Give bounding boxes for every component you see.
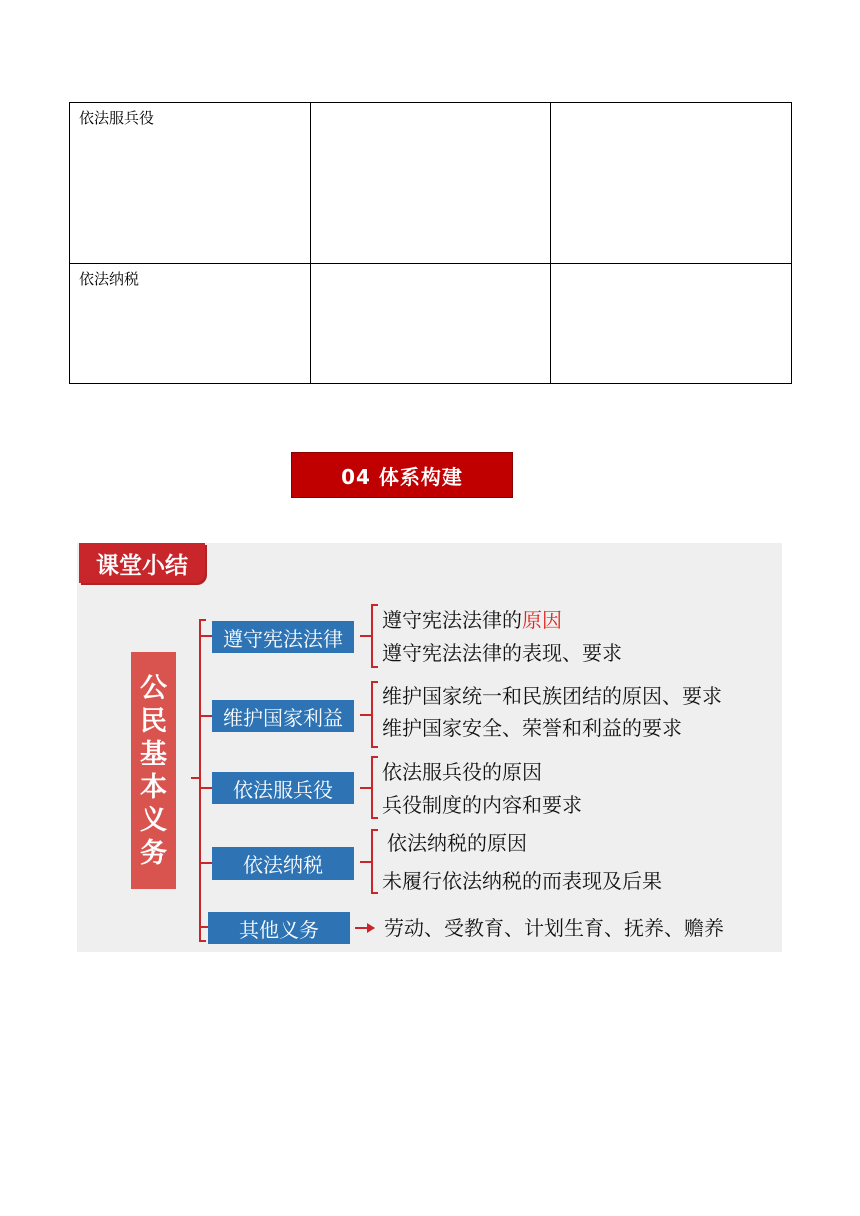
- item-text: 遵守宪法法律的表现、要求: [382, 641, 622, 665]
- item-text: 维护国家安全、荣誉和利益的要求: [382, 716, 682, 740]
- root-char: 义: [140, 804, 167, 836]
- sub-bracket: [372, 830, 378, 893]
- section-title: 04 体系构建: [291, 452, 513, 498]
- obligations-table: [69, 102, 792, 384]
- table-cell: [551, 264, 792, 384]
- sub-bracket: [372, 605, 378, 667]
- table-cell: [551, 103, 792, 264]
- table-cell: [311, 264, 551, 384]
- summary-tag: 课堂小结: [79, 543, 205, 583]
- row-label: 依法服兵役: [70, 103, 311, 264]
- row-label: 依法纳税: [70, 264, 311, 384]
- category-box-tax: 依法纳税: [212, 847, 354, 880]
- root-char: 民: [140, 705, 167, 737]
- category-box-military-service: 依法服兵役: [212, 772, 354, 804]
- table-row: [70, 103, 792, 264]
- highlight-text: 原因: [522, 608, 562, 632]
- root-char: 本: [140, 771, 167, 803]
- item-text: 兵役制度的内容和要求: [382, 793, 582, 817]
- category-box-constitution: 遵守宪法法律: [212, 621, 354, 653]
- item-text: 劳动、受教育、计划生育、抚养、赡养: [384, 916, 724, 940]
- sub-bracket: [372, 757, 378, 818]
- sub-bracket: [372, 682, 378, 747]
- item-text: 遵守宪法法律的原因: [382, 608, 562, 632]
- summary-diagram: [77, 543, 782, 952]
- category-box-national-interest: 维护国家利益: [212, 700, 354, 732]
- root-char: 公: [140, 672, 167, 704]
- root-char: 基: [140, 738, 167, 770]
- table-row: [70, 264, 792, 384]
- item-text: 未履行依法纳税的而表现及后果: [382, 869, 662, 893]
- item-text: 维护国家统一和民族团结的原因、要求: [382, 684, 722, 708]
- main-bracket: [200, 620, 206, 941]
- table-cell: [311, 103, 551, 264]
- root-char: 务: [140, 837, 167, 869]
- arrow-head: [367, 923, 375, 933]
- item-text: 依法纳税的原因: [387, 831, 527, 855]
- item-text: 依法服兵役的原因: [382, 760, 542, 784]
- category-box-other: 其他义务: [208, 912, 350, 944]
